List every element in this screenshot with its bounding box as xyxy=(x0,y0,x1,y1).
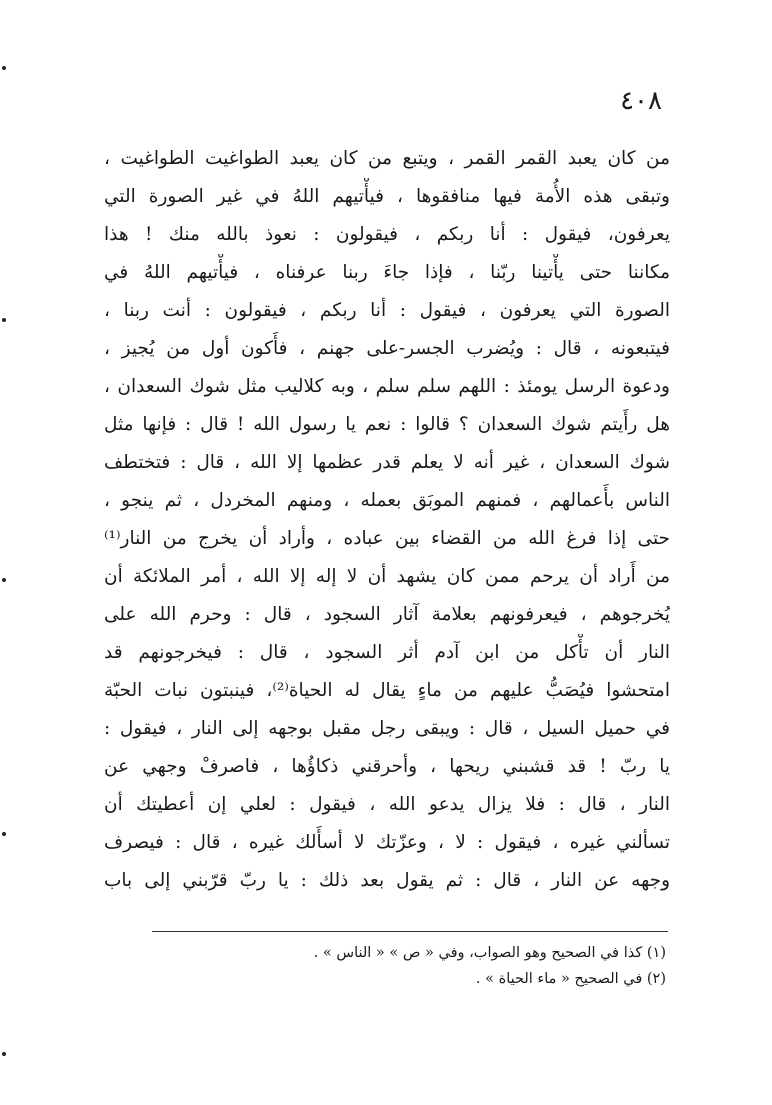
text-line: الناس بأَعمالهم ، فمنهم الموبَق بعمله ، ومنهم المخردل ، ثم ينجو ، xyxy=(104,490,670,511)
scan-mark xyxy=(2,1052,6,1056)
text-line: ودعوة الرسل يومئذ : اللهم سلم سلم ، وبه كلاليب مثل شوك السعدان ، xyxy=(104,376,670,397)
text-line: يا ربّ ! قد قشبني ريحها ، وأحرقني ذكاؤُها ، فاصرفْ وجهي عن xyxy=(104,756,670,777)
text-line: الصورة التي يعرفون ، فيقول : أنا ربكم ، فيقولون : أنت ربنا ، xyxy=(104,300,670,321)
text-line: وجهه عن النار ، قال : ثم يقول بعد ذلك : يا ربّ قرّبني إلى باب xyxy=(104,870,670,891)
scan-mark xyxy=(2,578,6,582)
text-line: يُخرجوهم ، فيعرفونهم بعلامة آثار السجود ، قال : وحرم الله على xyxy=(104,604,670,625)
scan-mark xyxy=(2,832,6,836)
main-text xyxy=(104,140,670,900)
text-line: وتبقى هذه الأُمة فيها منافقوها ، فيأْتيهم اللهُ في غير الصورة التي xyxy=(104,186,670,207)
text-line: فيتبعونه ، قال : ويُضرب الجسر-على جهنم ، فأَكون أول من يُجيز ، xyxy=(104,338,670,359)
text-line: من كان يعبد القمر القمر ، ويتبع من كان يعبد الطواغيت الطواغيت ، xyxy=(104,148,670,169)
text-line: من أَراد أن يرحم ممن كان يشهد أن لا إله إلا الله ، أمر الملائكة أن xyxy=(104,566,670,587)
text-line: النار ، قال : فلا يزال يدعو الله ، فيقول : لعلي إن أعطيتك أن xyxy=(104,794,670,815)
footnote-2: (٢) في الصحيح « ماء الحياة » . xyxy=(475,971,666,987)
text-line: في حميل السيل ، قال : ويبقى رجل مقبل بوجهه إلى النار ، فيقول : xyxy=(104,718,670,739)
footnote-1: (١) كذا في الصحيح وهو الصواب، وفي « ص » « الناس » . xyxy=(313,945,666,961)
text-line: النار أن تأْكل من ابن آدم أثر السجود ، قال : فيخرجونهم قد xyxy=(104,642,670,663)
text-line: حتى إذا فرغ الله من القضاء بين عباده ، وأراد أن يخرج من النار⁽¹⁾ xyxy=(104,528,670,549)
text-line: هل رأَيتم شوك السعدان ؟ قالوا : نعم يا رسول الله ! قال : فإنها مثل xyxy=(104,414,670,435)
scan-mark xyxy=(2,318,6,322)
text-line: شوك السعدان ، غير أنه لا يعلم قدر عظمها إلا الله ، قال : فتختطف xyxy=(104,452,670,473)
text-line: تسألني غيره ، فيقول : لا ، وعزّتك لا أسأَلك غيره ، قال : فيصرف xyxy=(104,832,670,853)
footnotes xyxy=(200,940,666,992)
scan-mark xyxy=(2,66,6,70)
text-line: مكاننا حتى يأْتينا ربّنا ، فإذا جاءَ ربنا عرفناه ، فيأْتيهم اللهُ في xyxy=(104,262,670,283)
footnote-divider xyxy=(152,931,668,932)
text-line: يعرفون، فيقول : أنا ربكم ، فيقولون : نعوذ بالله منك ! هذا xyxy=(104,224,670,245)
text-line: امتحشوا فيُصَبُّ عليهم من ماءٍ يقال له الحياة⁽²⁾، فينبتون نبات الحبّة xyxy=(104,680,670,701)
page-number: ٤٠٨ xyxy=(620,86,662,116)
